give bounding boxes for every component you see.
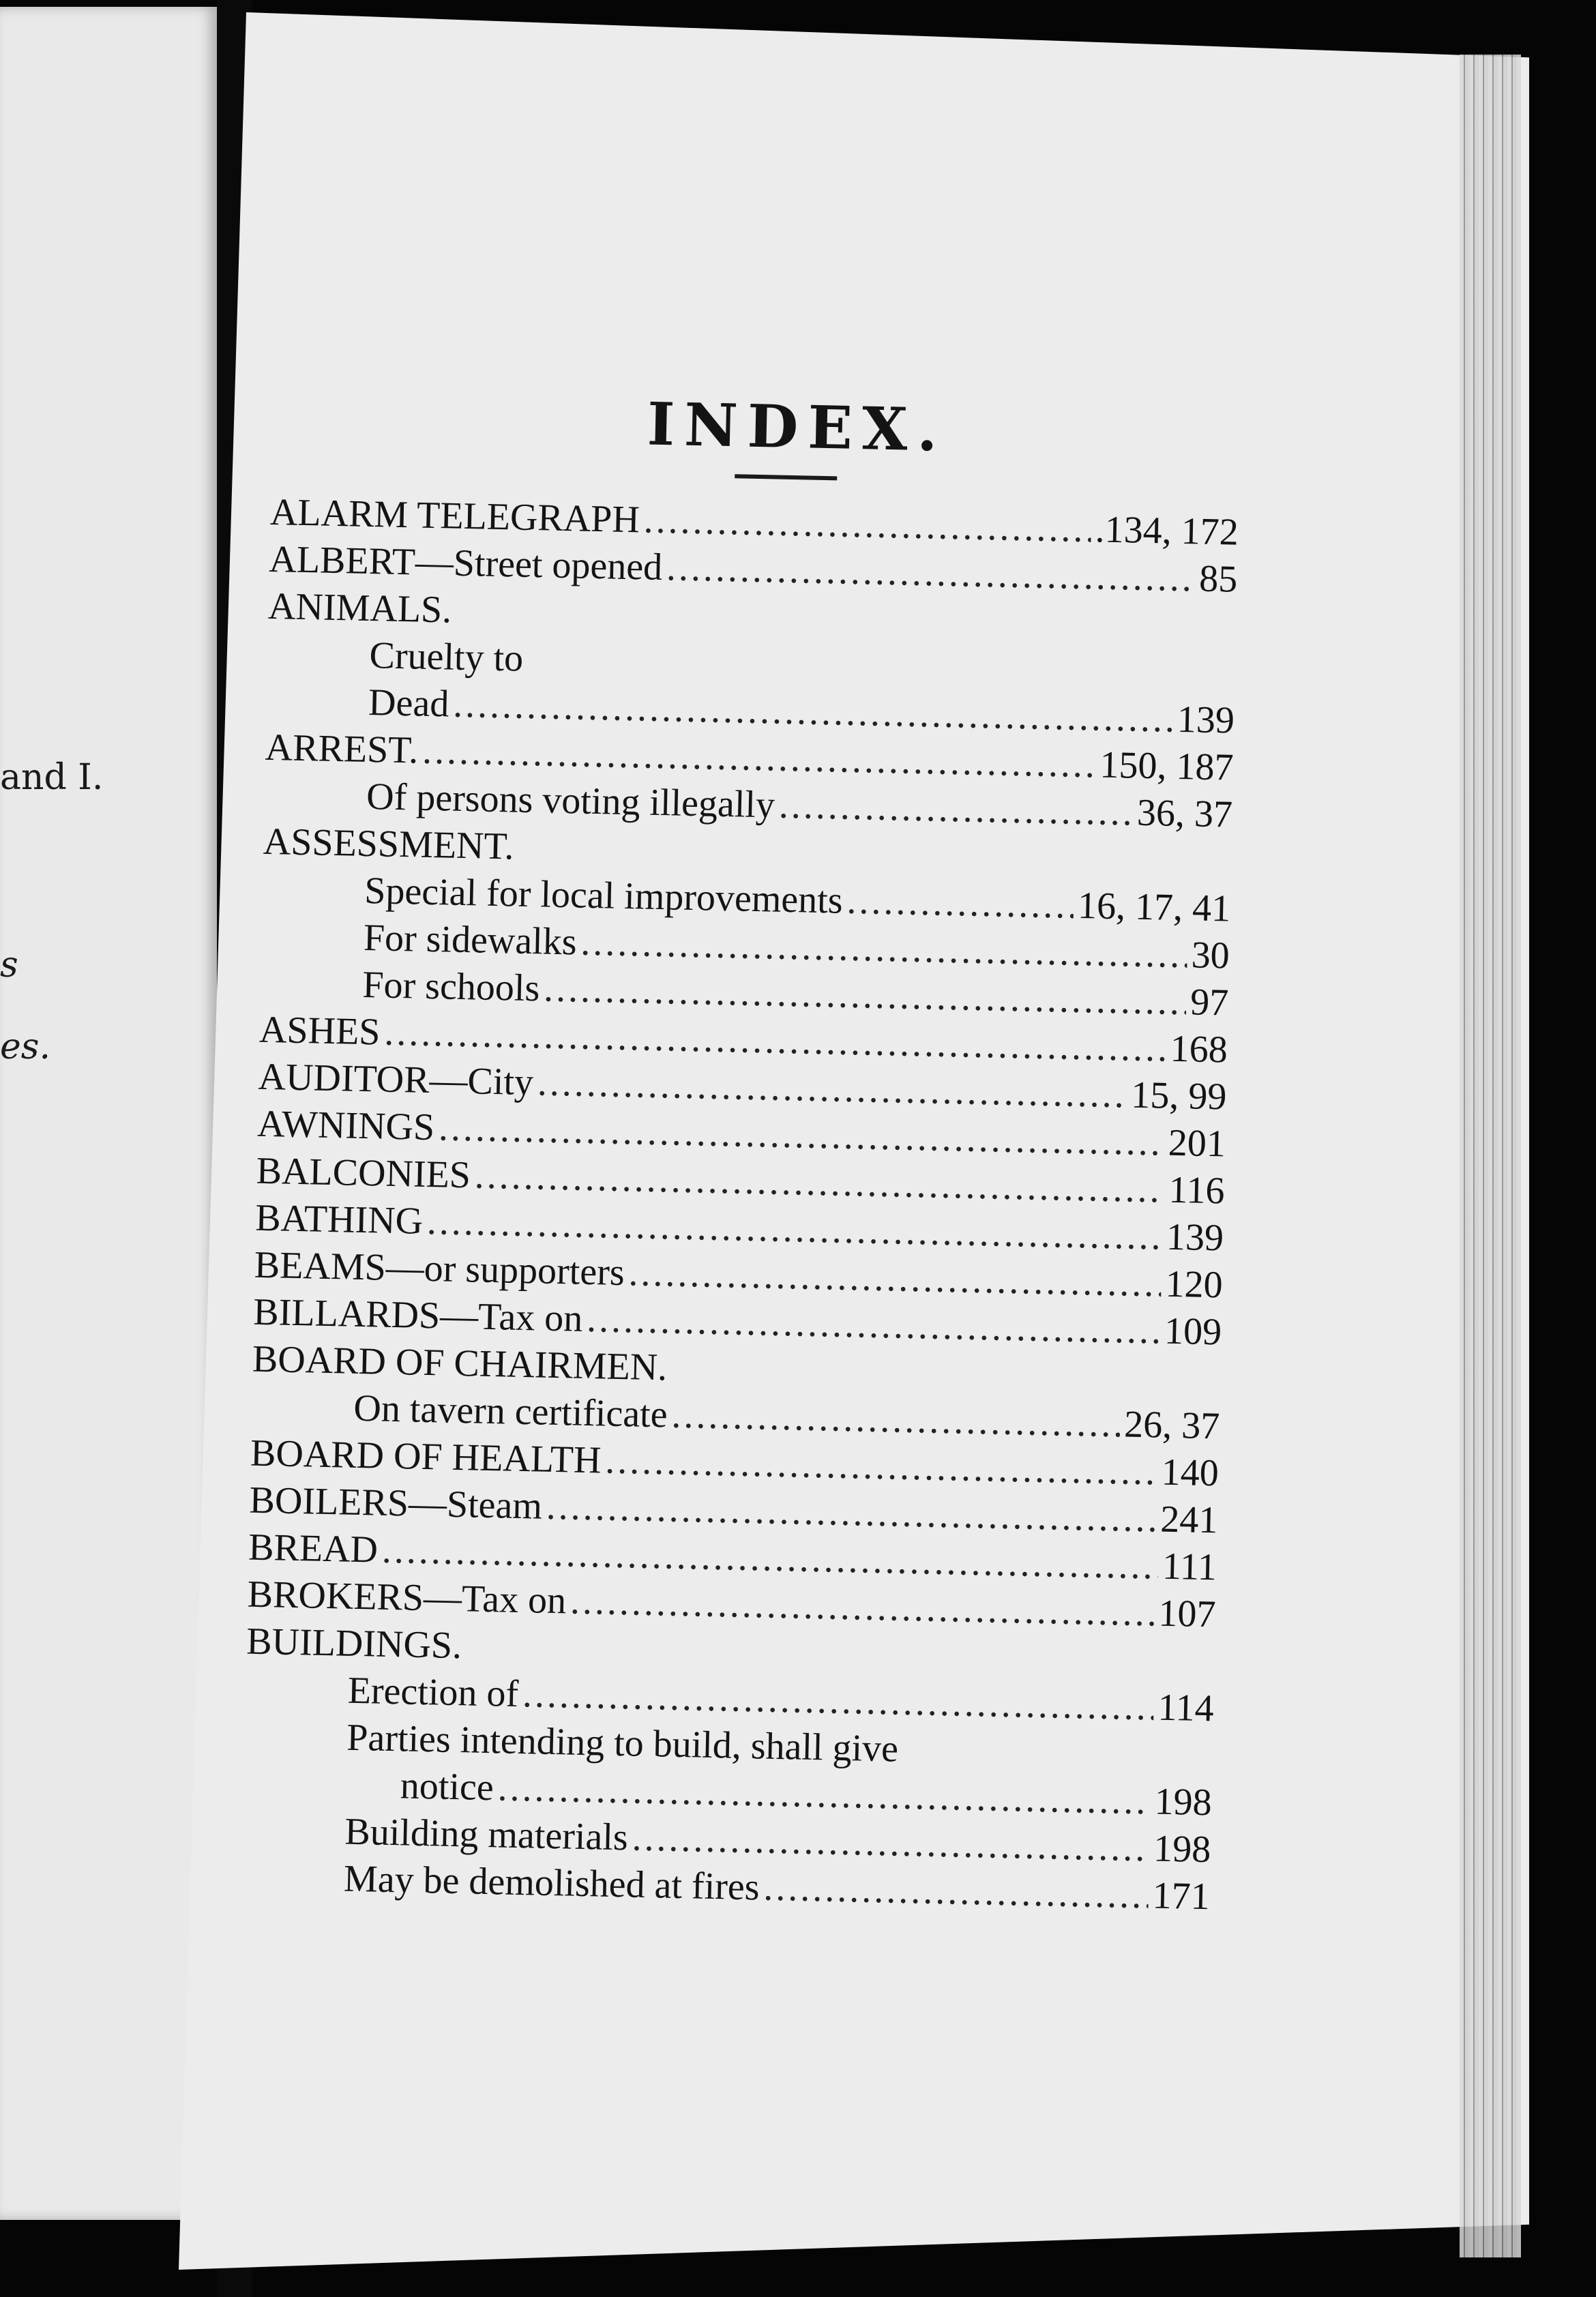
index-entry-label: Erection of bbox=[347, 1669, 519, 1715]
index-entry-label: Cruelty to bbox=[368, 634, 524, 680]
index-entry-pages: 139 bbox=[1177, 698, 1235, 742]
index-entry-pages: 114 bbox=[1157, 1686, 1215, 1730]
index-entry-pages: 16, 17, 41 bbox=[1077, 884, 1231, 930]
index-entry-label: ANIMALS. bbox=[267, 584, 452, 632]
index-entry-pages: 241 bbox=[1159, 1498, 1218, 1542]
index-entry-label: ASHES bbox=[258, 1008, 381, 1054]
index-entry-label: ALARM TELEGRAPH bbox=[269, 490, 640, 542]
index-entry-label: BOILERS—Steam bbox=[249, 1479, 543, 1528]
index-entry-label: BALCONIES bbox=[256, 1149, 471, 1197]
dot-leader bbox=[763, 1865, 1149, 1920]
index-entry-pages: 36, 37 bbox=[1136, 791, 1233, 836]
left-page-fragment: s bbox=[0, 945, 18, 986]
index-entry-pages: 116 bbox=[1168, 1168, 1226, 1213]
index-entry-pages: 139 bbox=[1166, 1215, 1224, 1260]
index-entry-label: BOARD OF HEALTH bbox=[250, 1432, 602, 1482]
dot-leader bbox=[778, 782, 1134, 837]
index-entry-pages: 120 bbox=[1164, 1262, 1224, 1307]
previous-page bbox=[0, 7, 217, 2220]
index-entry-label: Building materials bbox=[344, 1810, 629, 1859]
index-entry-label: BREAD bbox=[248, 1526, 379, 1571]
left-page-fragment: es. bbox=[0, 1026, 50, 1067]
index-entry-label: Special for local improvements bbox=[364, 869, 844, 922]
index-entry-pages: 140 bbox=[1161, 1451, 1220, 1495]
index-entry-label: Dead bbox=[368, 681, 449, 726]
index-entry-pages: 111 bbox=[1162, 1545, 1217, 1589]
index-entry-pages: 26, 37 bbox=[1123, 1403, 1220, 1448]
index-entry-pages: 150, 187 bbox=[1099, 743, 1235, 789]
index-entry-label: BILLARDS—Tax on bbox=[252, 1290, 583, 1340]
left-page-fragment: and I. bbox=[0, 757, 104, 798]
index-entry-pages: 168 bbox=[1170, 1027, 1228, 1071]
index-entry-label: ALBERT—Street opened bbox=[268, 537, 663, 589]
index-entry-pages: 15, 99 bbox=[1130, 1073, 1227, 1118]
index-entry-label: ARREST. bbox=[265, 726, 419, 772]
index-entry-label: BOARD OF CHAIRMEN. bbox=[252, 1337, 668, 1389]
index-entry-label: BUILDINGS. bbox=[246, 1620, 462, 1668]
index-entry-label: AWNINGS bbox=[256, 1102, 435, 1149]
index-entry-pages: 198 bbox=[1154, 1780, 1213, 1824]
title-rule bbox=[735, 474, 837, 480]
index-entry-label: May be demolished at fires bbox=[343, 1857, 760, 1909]
index-entry-pages: 97 bbox=[1189, 981, 1229, 1024]
index-entry-pages: 109 bbox=[1164, 1309, 1222, 1354]
index-entries bbox=[241, 489, 1239, 1921]
index-entry-label: AUDITOR—City bbox=[258, 1055, 534, 1104]
index-content bbox=[241, 382, 1241, 1921]
dot-leader bbox=[846, 878, 1074, 930]
index-entry-label: Of persons voting illegally bbox=[366, 775, 775, 827]
index-entry-label: notice bbox=[400, 1764, 494, 1809]
index-entry-label: For schools bbox=[361, 963, 540, 1010]
index-entry-pages: 30 bbox=[1191, 934, 1230, 977]
page-title: INDEX. bbox=[646, 389, 948, 465]
index-entry-label: ASSESSMENT. bbox=[263, 820, 515, 868]
index-entry-pages: .134, 172 bbox=[1095, 508, 1239, 554]
index-entry-label: For sidewalks bbox=[363, 916, 578, 964]
index-entry-label: BATHING bbox=[254, 1196, 424, 1243]
index-entry-pages: 171 bbox=[1152, 1874, 1211, 1918]
index-entry-pages: 107 bbox=[1157, 1592, 1217, 1636]
page-edges bbox=[1460, 55, 1521, 2257]
index-entry-label: Parties intending to build, shall give bbox=[346, 1716, 899, 1770]
index-entry-label: BROKERS—Tax on bbox=[247, 1573, 567, 1622]
index-entry-pages: 85 bbox=[1198, 557, 1238, 601]
index-entry-pages: 198 bbox=[1153, 1827, 1211, 1871]
index-entry-pages: 201 bbox=[1168, 1121, 1226, 1166]
index-entry-label: On tavern certificate bbox=[353, 1387, 668, 1436]
index-entry-label: BEAMS—or supporters bbox=[254, 1243, 625, 1294]
